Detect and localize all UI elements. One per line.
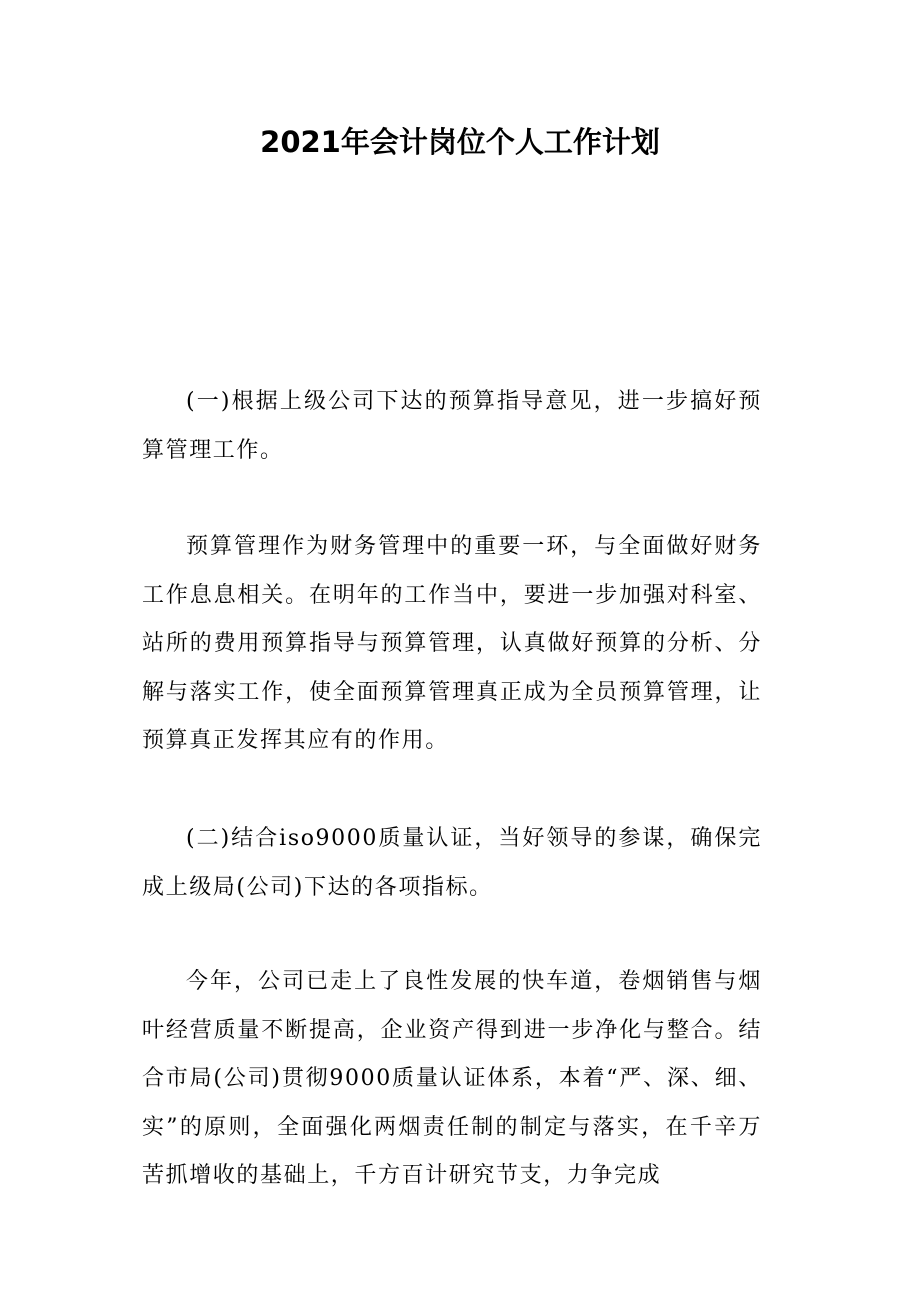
paragraph-3: (二)结合iso9000质量认证，当好领导的参谋，确保完成上级局(公司)下达的各项指标。 [142,826,762,900]
document-title: 2021年会计岗位个人工作计划 [260,125,660,159]
paragraph-4: 今年，公司已走上了良性发展的快车道，卷烟销售与烟叶经营质量不断提高，企业资产得到进一步净化与整合。结合市局(公司)贯彻9000质量认证体系，本着“严、深、细、实”的原则，全面强化两烟责任制的制定与落实，在千辛万苦抓增收的基础上，千方百计研究节支，力争完成 [142,969,762,1188]
paragraph-1: (一)根据上级公司下达的预算指导意见，进一步搞好预算管理工作。 [142,389,762,463]
paragraph-2: 预算管理作为财务管理中的重要一环，与全面做好财务工作息息相关。在明年的工作当中，要进一步加强对科室、站所的费用预算指导与预算管理，认真做好预算的分析、分解与落实工作，使全面预算管理真正成为全员预算管理，让预算真正发挥其应有的作用。 [142,534,762,753]
